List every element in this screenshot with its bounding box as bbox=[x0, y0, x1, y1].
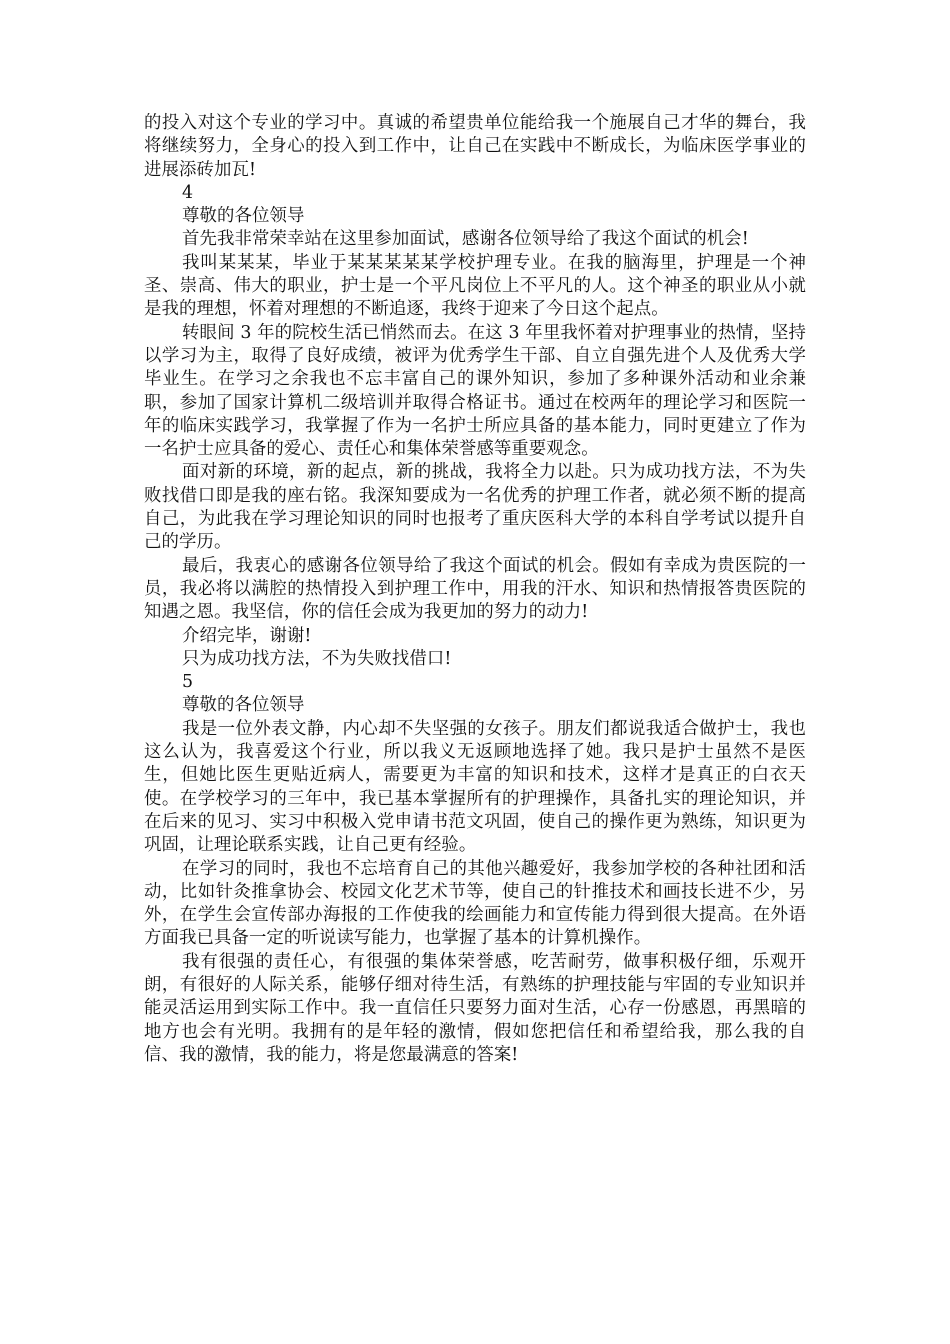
section-number-4: 4 bbox=[182, 182, 194, 203]
paragraph: 我是一位外表文静，内心却不失坚强的女孩子。朋友们都说我适合做护士，我也这么认为，我喜爱这个行业，所以我义无返顾地选择了她。我只是护士虽然不是医生，但她比医生更贴近病人，需要更为丰富的知识和技术，这样才是真正的白衣天使。在学校学习的三年中，我已基本掌握所有的护理操作，具备扎实的理论知识，并在后来的见习、实习中积极入党申请书范文巩固，使自己的操作更为熟练，知识更为巩固，让理论联系实践，让自己更有经验。 bbox=[144, 718, 806, 856]
document-page bbox=[144, 112, 806, 1067]
salutation: 尊敬的各位领导 bbox=[182, 695, 305, 716]
opening-line: 首先我非常荣幸站在这里参加面试，感谢各位领导给了我这个面试的机会! bbox=[182, 229, 749, 250]
section-number-5: 5 bbox=[182, 672, 194, 693]
closing-line: 介绍完毕，谢谢! bbox=[182, 625, 312, 646]
motto-line: 只为成功找方法，不为失败找借口! bbox=[182, 648, 452, 669]
paragraph: 转眼间 3 年的院校生活已悄然而去。在这 3 年里我怀着对护理事业的热情，坚持以学习为主，取得了良好成绩，被评为优秀学生干部、自立自强先进个人及优秀大学毕业生。在学习之余我也不忘丰富自己的课外知识，参加了多种课外活动和业余兼职，参加了国家计算机二级培训并取得合格证书。通过在校两年的理论学习和医院一年的临床实践学习，我掌握了作为一名护士所应具备的基本能力，同时更建立了作为一名护士应具备的爱心、责任心和集体荣誉感等重要观念。 bbox=[144, 322, 806, 460]
paragraph: 最后，我衷心的感谢各位领导给了我这个面试的机会。假如有幸成为贵医院的一员，我必将以满腔的热情投入到护理工作中，用我的汗水、知识和热情报答贵医院的知遇之恩。我坚信，你的信任会成为我更加的努力的动力! bbox=[144, 555, 806, 623]
paragraph-continuation: 的投入对这个专业的学习中。真诚的希望贵单位能给我一个施展自己才华的舞台，我将继续努力，全身心的投入到工作中，让自己在实践中不断成长，为临床医学事业的进展添砖加瓦! bbox=[144, 113, 806, 180]
salutation: 尊敬的各位领导 bbox=[182, 206, 305, 227]
paragraph: 在学习的同时，我也不忘培育自己的其他兴趣爱好，我参加学校的各种社团和活动，比如针灸推拿协会、校园文化艺术节等，使自己的针推技术和画技长进不少，另外，在学生会宣传部办海报的工作使我的绘画能力和宣传能力得到很大提高。在外语方面我已具备一定的听说读写能力，也掌握了基本的计算机操作。 bbox=[144, 858, 806, 949]
paragraph: 我有很强的责任心，有很强的集体荣誉感，吃苦耐劳，做事积极仔细，乐观开朗，有很好的人际关系，能够仔细对待生活，有熟练的护理技能与牢固的专业知识并能灵活运用到实际工作中。我一直信任只要努力面对生活，心存一份感恩，再黑暗的地方也会有光明。我拥有的是年轻的激情，假如您把信任和希望给我，那么我的自信、我的激情，我的能力，将是您最满意的答案! bbox=[144, 951, 806, 1065]
paragraph: 我叫某某某，毕业于某某某某某学校护理专业。在我的脑海里，护理是一个神圣、崇高、伟大的职业，护士是一个平凡岗位上不平凡的人。这个神圣的职业从小就是我的理想，怀着对理想的不断追逐，我终于迎来了今日这个起点。 bbox=[144, 252, 806, 320]
paragraph: 面对新的环境，新的起点，新的挑战，我将全力以赴。只为成功找方法，不为失败找借口即是我的座右铭。我深知要成为一名优秀的护理工作者，就必须不断的提高自己，为此我在学习理论知识的同时也报考了重庆医科大学的本科自学考试以提升自己的学历。 bbox=[144, 462, 806, 553]
